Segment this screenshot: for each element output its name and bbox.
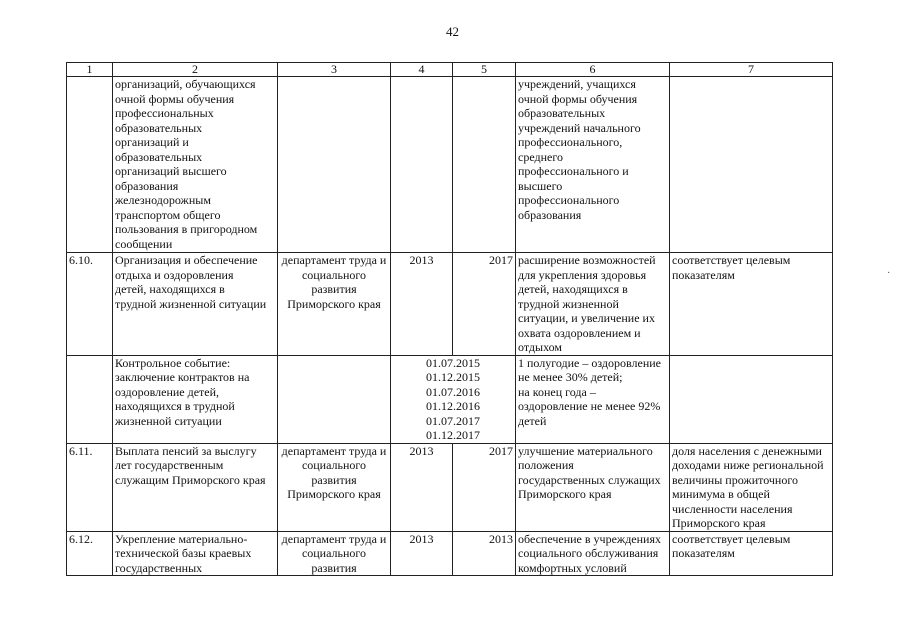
text-line: оздоровление детей,: [115, 384, 220, 399]
cell-number: [67, 77, 113, 253]
text-line: организаций, обучающихся: [115, 77, 256, 91]
text-line: детей, находящихся в: [115, 282, 225, 296]
text-line: 1 полугодие – оздоровление: [518, 355, 662, 370]
text-line: социального: [301, 267, 367, 282]
text-line: развития: [311, 282, 357, 296]
text-line: профессионального,: [518, 135, 623, 149]
cell-start-year: 2013: [391, 531, 453, 576]
cell-executor: [278, 253, 391, 356]
text-line: развития: [311, 472, 357, 487]
text-line: транспортом общего: [115, 207, 221, 222]
column-number-row: [67, 63, 833, 77]
text-line: обеспечение в учреждениях: [518, 531, 661, 546]
cell-indicator: [670, 77, 833, 253]
text-line: социального обслуживания: [518, 546, 659, 560]
text-line: железнодорожным: [115, 193, 211, 207]
text-line: служащим Приморского края: [115, 472, 266, 487]
cell-dates: [391, 355, 516, 443]
cell-executor: [278, 355, 391, 443]
cell-measure: [113, 253, 278, 356]
table-row: [67, 443, 833, 531]
scan-mark: ·: [887, 268, 891, 279]
cell-result: [516, 355, 670, 443]
text-line: лет государственным: [115, 458, 224, 472]
text-line: минимума в общей: [672, 487, 770, 501]
column-header: 7: [670, 63, 833, 77]
text-line: профессионального и: [518, 164, 629, 178]
text-line: отдыхом: [518, 340, 563, 354]
text-line: положения: [518, 458, 574, 472]
date-line: 01.12.2017: [426, 428, 480, 442]
text-line: очной формы обучения: [518, 91, 638, 106]
date-line: 01.07.2017: [426, 413, 480, 428]
text-line: профессионального: [518, 193, 620, 207]
cell-indicator: [670, 531, 833, 576]
text-line: величины прожиточного: [672, 472, 798, 487]
text-line: оздоровление не менее 92%: [518, 399, 661, 413]
text-line: доходами ниже региональной: [672, 458, 824, 472]
date-line: 01.07.2015: [426, 355, 480, 370]
text-line: высшего: [518, 178, 563, 193]
text-line: соответствует целевым: [672, 253, 791, 267]
text-line: детей, находящихся в: [518, 282, 628, 296]
text-line: Укрепление материально-: [115, 531, 248, 546]
text-line: пользования в пригородном: [115, 222, 258, 236]
text-line: Приморского края: [287, 487, 381, 501]
cell-end-year: [453, 77, 516, 253]
text-line: ситуации, и увеличение их: [518, 311, 655, 325]
text-line: очной формы обучения: [115, 91, 235, 106]
date-line: 01.12.2015: [426, 370, 480, 384]
text-line: комфортных условий: [518, 560, 627, 575]
text-line: детей: [518, 413, 547, 428]
text-line: учреждений начального: [518, 120, 641, 135]
text-line: департамент труда и: [281, 253, 387, 267]
cell-result: [516, 77, 670, 253]
text-line: Приморского края: [518, 487, 612, 501]
date-line: 01.12.2016: [426, 399, 480, 413]
cell-indicator: [670, 443, 833, 531]
text-line: Контрольное событие:: [115, 355, 231, 370]
cell-executor: [278, 77, 391, 253]
table-row: [67, 253, 833, 356]
cell-number: [67, 355, 113, 443]
text-line: департамент труда и: [281, 531, 387, 546]
text-line: Приморского края: [287, 296, 381, 311]
cell-measure: [113, 443, 278, 531]
cell-start-year: 2013: [391, 443, 453, 531]
date-line: 01.07.2016: [426, 384, 480, 399]
text-line: отдыха и оздоровления: [115, 267, 234, 282]
text-line: развития: [311, 560, 357, 575]
column-header: 3: [278, 63, 391, 77]
text-line: охвата оздоровлением и: [518, 325, 641, 340]
text-line: образования: [518, 207, 582, 222]
text-line: технической базы краевых: [115, 546, 252, 560]
text-line: образования: [115, 178, 179, 193]
cell-measure: [113, 355, 278, 443]
text-line: образовательных: [115, 120, 203, 135]
text-line: показателям: [672, 546, 735, 560]
text-line: доля населения с денежными: [672, 443, 822, 458]
cell-number: 6.10.: [67, 253, 113, 356]
text-line: учреждений, учащихся: [518, 77, 636, 91]
cell-executor: [278, 531, 391, 576]
text-line: жизненной ситуации: [115, 413, 222, 428]
text-line: образовательных: [115, 149, 203, 164]
text-line: на конец года –: [518, 384, 596, 399]
cell-end-year: 2017: [453, 253, 516, 356]
cell-indicator: [670, 253, 833, 356]
cell-end-year: 2013: [453, 531, 516, 576]
text-line: показателям: [672, 267, 735, 282]
text-line: государственных служащих: [518, 472, 661, 487]
text-line: департамент труда и: [281, 443, 387, 458]
text-line: организаций высшего: [115, 164, 227, 178]
cell-number: 6.12.: [67, 531, 113, 576]
cell-measure: [113, 531, 278, 576]
text-line: улучшение материального: [518, 443, 653, 458]
text-line: Приморского края: [672, 516, 766, 530]
text-line: соответствует целевым: [672, 531, 791, 546]
text-line: социального: [301, 458, 367, 472]
column-header: 2: [113, 63, 278, 77]
text-line: социального: [301, 546, 367, 560]
table-row: [67, 531, 833, 576]
text-line: трудной жизненной ситуации: [115, 296, 267, 311]
text-line: находящихся в трудной: [115, 399, 235, 413]
column-header: 5: [453, 63, 516, 77]
text-line: для укрепления здоровья: [518, 267, 647, 282]
column-header: 6: [516, 63, 670, 77]
program-table: [66, 62, 833, 576]
table-row: [67, 77, 833, 253]
table-row: [67, 355, 833, 443]
cell-result: [516, 253, 670, 356]
column-header: 1: [67, 63, 113, 77]
text-line: Выплата пенсий за выслугу: [115, 443, 257, 458]
text-line: образовательных: [518, 106, 606, 120]
cell-number: 6.11.: [67, 443, 113, 531]
cell-end-year: 2017: [453, 443, 516, 531]
cell-result: [516, 531, 670, 576]
cell-start-year: [391, 77, 453, 253]
cell-start-year: 2013: [391, 253, 453, 356]
text-line: государственных: [115, 560, 203, 575]
column-header: 4: [391, 63, 453, 77]
text-line: среднего: [518, 149, 563, 164]
cell-result: [516, 443, 670, 531]
text-line: не менее 30% детей;: [518, 370, 623, 384]
text-line: численности населения: [672, 501, 793, 516]
text-line: организаций и: [115, 135, 189, 149]
cell-measure: [113, 77, 278, 253]
text-line: Организация и обеспечение: [115, 253, 258, 267]
text-line: сообщении: [115, 236, 173, 251]
cell-indicator: [670, 355, 833, 443]
page-number: 42: [446, 24, 459, 39]
text-line: расширение возможностей: [518, 253, 656, 267]
cell-executor: [278, 443, 391, 531]
text-line: заключение контрактов на: [115, 370, 250, 384]
text-line: профессиональных: [115, 106, 214, 120]
text-line: трудной жизненной: [518, 296, 619, 311]
